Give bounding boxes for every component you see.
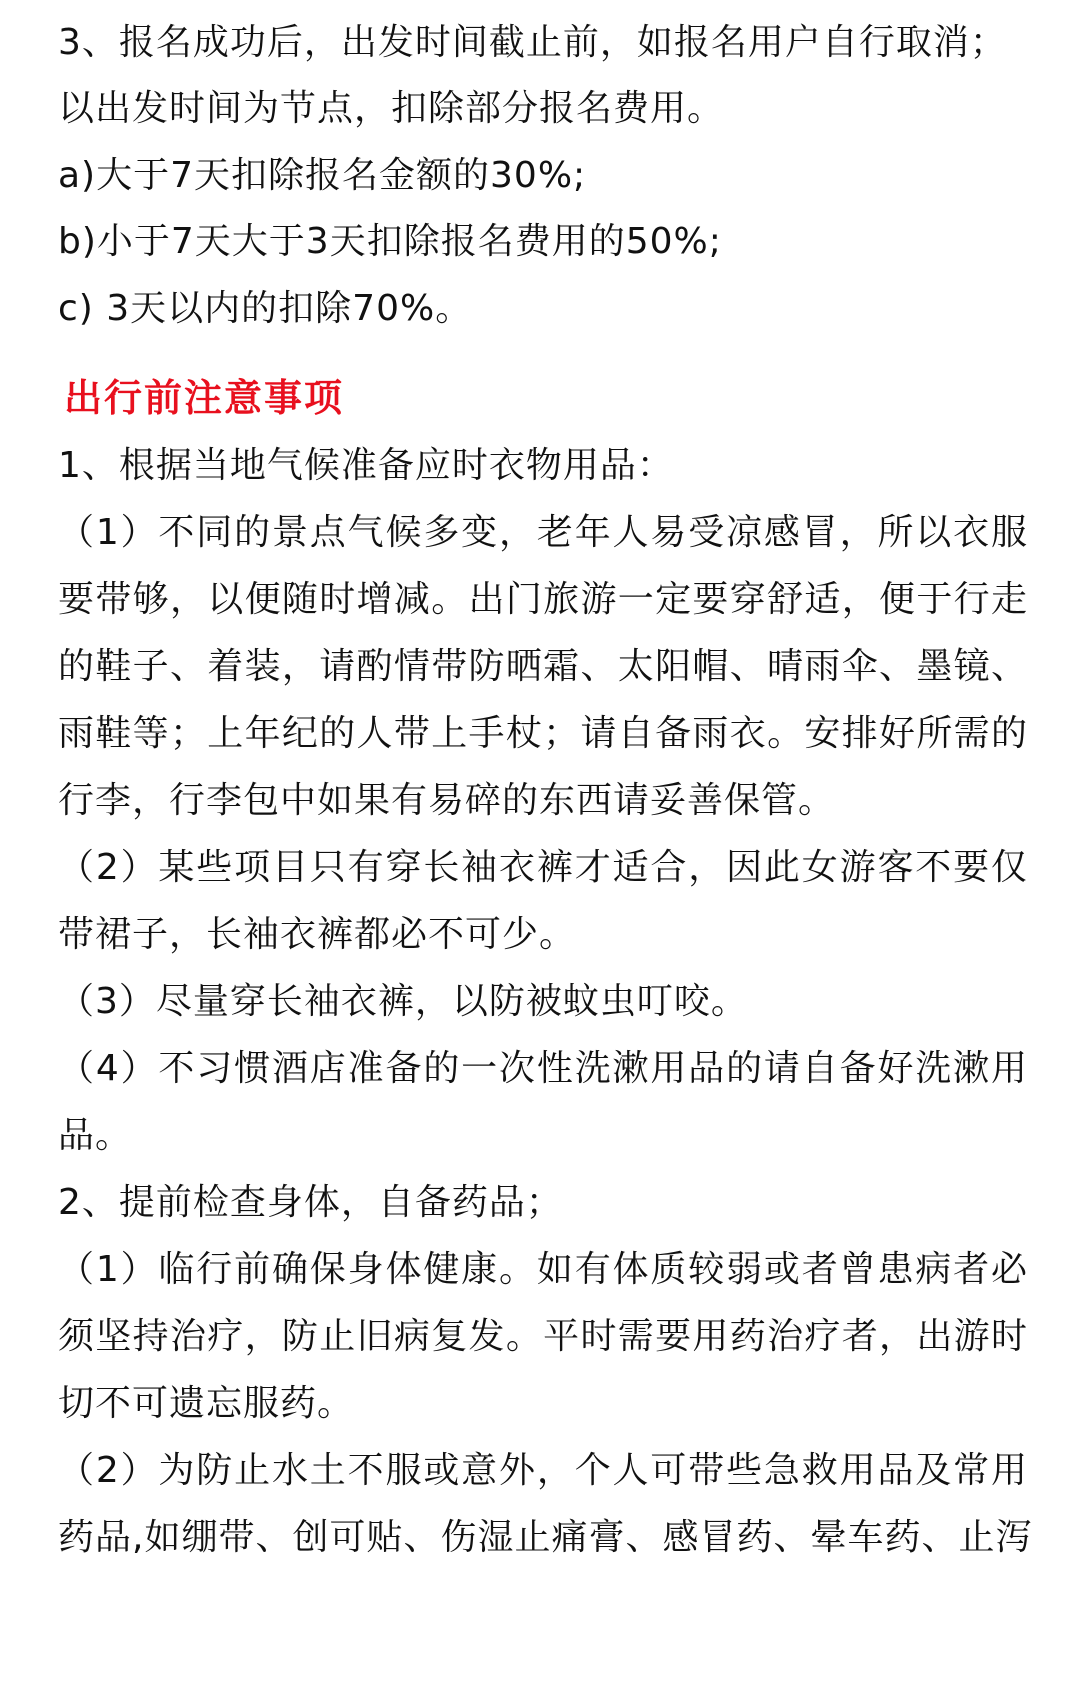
precaution-line-1: 1、根据当地气候准备应时衣物用品：: [58, 445, 674, 486]
refund-line-2: 以出发时间为节点，扣除部分报名费用。: [58, 88, 725, 129]
precaution-line-11: 品。: [58, 1115, 133, 1156]
precaution-line-7: （2）某些项目只有穿长袖衣裤才适合，因此女游客不要仅: [58, 847, 1028, 888]
precaution-line-15: 切不可遗忘服药。: [58, 1383, 355, 1424]
precaution-line-12: 2、提前检查身体，自备药品；: [58, 1182, 563, 1223]
precaution-line-8: 带裙子，长袖衣裤都必不可少。: [58, 914, 577, 955]
precaution-line-3: 要带够，以便随时增减。出门旅游一定要穿舒适，便于行走: [58, 579, 1028, 620]
precaution-line-5: 雨鞋等；上年纪的人带上手杖；请自备雨衣。安排好所需的: [58, 713, 1028, 754]
refund-line-5: c) 3天以内的扣除70%。: [58, 288, 473, 329]
precaution-line-4: 的鞋子、着装，请酌情带防晒霜、太阳帽、晴雨伞、墨镜、: [58, 646, 1028, 687]
precaution-line-6: 行李，行李包中如果有易碎的东西请妥善保管。: [58, 780, 836, 821]
refund-line-1: 3、报名成功后，出发时间截止前，如报名用户自行取消；: [58, 22, 1007, 63]
section-heading-precautions: 出行前注意事项: [64, 376, 345, 420]
refund-line-4: b)小于7天大于3天扣除报名费用的50%;: [58, 221, 722, 262]
precaution-line-16: （2）为防止水土不服或意外，个人可带些急救用品及常用: [58, 1450, 1028, 1491]
refund-line-3: a)大于7天扣除报名金额的30%;: [58, 155, 587, 196]
precaution-line-17: 药品,如绷带、创可贴、伤湿止痛膏、感冒药、晕车药、止泻: [58, 1517, 1033, 1558]
precaution-line-9: （3）尽量穿长袖衣裤，以防被蚊虫叮咬。: [58, 981, 748, 1022]
precaution-line-10: （4）不习惯酒店准备的一次性洗漱用品的请自备好洗漱用: [58, 1048, 1028, 1089]
precaution-line-2: （1）不同的景点气候多变，老年人易受凉感冒，所以衣服: [58, 512, 1028, 553]
precaution-line-13: （1）临行前确保身体健康。如有体质较弱或者曾患病者必: [58, 1249, 1028, 1290]
precaution-line-14: 须坚持治疗，防止旧病复发。平时需要用药治疗者，出游时: [58, 1316, 1028, 1357]
